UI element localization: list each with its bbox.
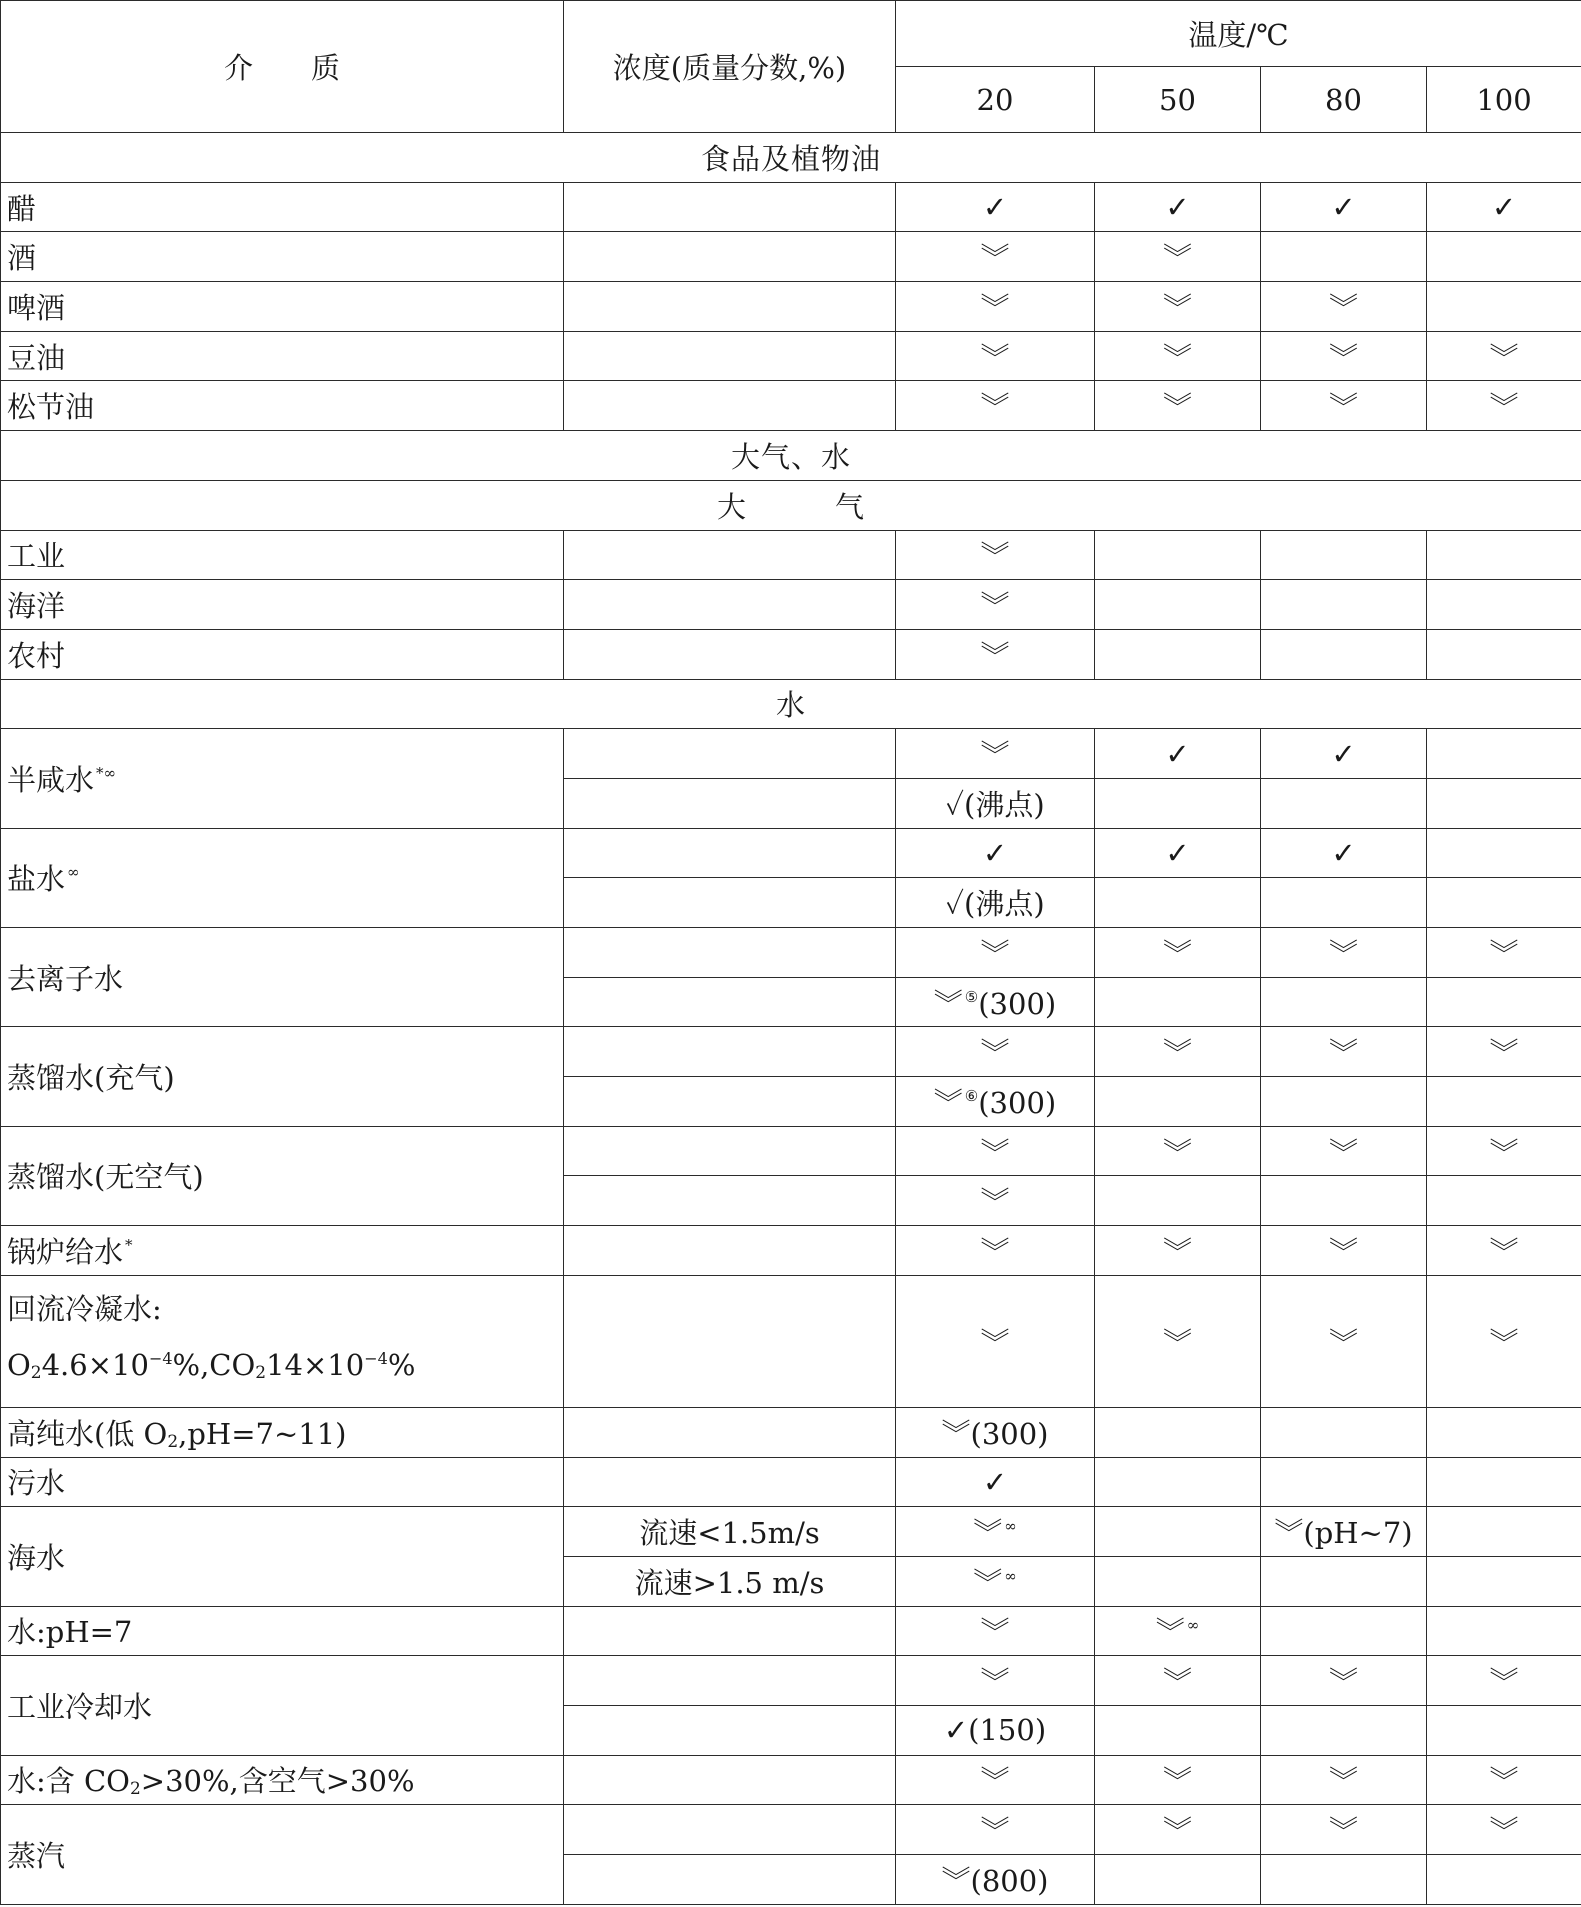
resist-mark: ︾: [1427, 1656, 1581, 1706]
resist-ph-mark: [1261, 1507, 1427, 1557]
empty-cell: [1427, 1556, 1581, 1606]
medium-rural: 农村: [1, 629, 564, 679]
empty-cell: [1261, 1077, 1427, 1127]
resist-mark: ︾: [896, 1656, 1095, 1706]
empty-cell: [1261, 1855, 1427, 1905]
empty-cell: [1427, 580, 1581, 630]
concentration-cell: [564, 1805, 896, 1855]
empty-cell: [1095, 1556, 1261, 1606]
temp-800-note: (800): [970, 1863, 1049, 1898]
concentration-cell: [564, 331, 896, 381]
table-row: [1, 282, 1581, 332]
check-mark: ✓: [943, 1713, 969, 1748]
empty-cell: [1261, 580, 1427, 630]
resist-mark: ︾: [1095, 928, 1261, 978]
medium-industrial-cooling-water: 工业冷却水: [1, 1656, 564, 1755]
medium-distilled-airless: 蒸馏水(无空气): [1, 1126, 564, 1225]
empty-cell: [1427, 282, 1581, 332]
empty-cell: [1095, 1855, 1261, 1905]
resist-mark: ︾: [1095, 1656, 1261, 1706]
resist-mark: ︾: [1095, 282, 1261, 332]
resist-mark: ︾: [896, 1755, 1095, 1805]
resist-mark: ︾: [1427, 331, 1581, 381]
table-row: [1, 1275, 1581, 1407]
table-row: [1, 1027, 1581, 1077]
medium-marine: 海洋: [1, 580, 564, 630]
reflux-val-b: %,CO: [172, 1348, 256, 1383]
check-mark: ✓: [896, 182, 1095, 232]
check-mark: ✓: [1427, 182, 1581, 232]
table-row: [1, 828, 1581, 878]
concentration-cell: [564, 1407, 896, 1457]
check-mark: ✓: [945, 887, 965, 922]
check-mark: ✓: [1261, 182, 1427, 232]
boiling-note: (沸点): [964, 887, 1045, 922]
resist-mark: ︾: [1261, 282, 1427, 332]
reflux-line-2: [7, 1334, 557, 1398]
concentration-cell: [564, 928, 896, 978]
medium-seawater: 海水: [1, 1507, 564, 1606]
reflux-val-a: 4.6×10: [41, 1348, 149, 1383]
table-row: [1, 1507, 1581, 1557]
empty-cell: [1427, 1077, 1581, 1127]
footnote-star: *: [96, 763, 104, 782]
section-atmosphere-water: 大气、水: [1, 431, 1581, 481]
concentration-cell: [564, 1457, 896, 1507]
empty-cell: [1095, 977, 1261, 1027]
table-row: [1, 1755, 1581, 1805]
section-food: 食品及植物油: [1, 133, 1581, 183]
header-temp-100: 100: [1427, 67, 1581, 133]
table-row: [1, 729, 1581, 779]
resist-mark: ︾: [1261, 331, 1427, 381]
empty-cell: [1261, 778, 1427, 828]
seawater-flow-high: 流速>1.5 m/s: [564, 1556, 896, 1606]
resist-300-mark: [896, 1407, 1095, 1457]
resist-mark: ︾: [1427, 928, 1581, 978]
check-boiling-mark: [896, 778, 1095, 828]
concentration-cell: [564, 1755, 896, 1805]
concentration-cell: [564, 1077, 896, 1127]
check-mark: ✓: [1095, 729, 1261, 779]
resist-mark: ︾: [896, 1226, 1095, 1276]
resist-mark: ︾: [896, 1176, 1095, 1226]
empty-cell: [1427, 530, 1581, 580]
empty-cell: [1261, 1176, 1427, 1226]
empty-cell: [1427, 1855, 1581, 1905]
header-temp-20: 20: [896, 67, 1095, 133]
header-temperature: 温度/℃: [896, 1, 1581, 67]
medium-industrial: 工业: [1, 530, 564, 580]
concentration-cell: [564, 828, 896, 878]
table-row: [1, 580, 1581, 630]
section-atmosphere-a: 大: [717, 489, 748, 524]
medium-brine-label: 盐水: [7, 862, 66, 897]
concentration-cell: [564, 1606, 896, 1656]
seawater-flow-low: 流速<1.5m/s: [564, 1507, 896, 1557]
footnote-infinity: ∞: [103, 763, 117, 782]
medium-soy-oil: 豆油: [1, 331, 564, 381]
concentration-cell: [564, 580, 896, 630]
footnote-5: ⑤: [964, 987, 979, 1006]
empty-cell: [1261, 629, 1427, 679]
empty-cell: [1095, 629, 1261, 679]
table-row: [1, 629, 1581, 679]
medium-sewage: 污水: [1, 1457, 564, 1507]
medium-wine: 酒: [1, 232, 564, 282]
table-row: [1, 232, 1581, 282]
empty-cell: [1261, 1705, 1427, 1755]
resist-mark: ︾: [973, 1565, 1003, 1600]
concentration-cell: [564, 530, 896, 580]
resist-mark: ︾: [1095, 1126, 1261, 1176]
empty-cell: [1427, 1606, 1581, 1656]
resist-mark: ︾: [1261, 1126, 1427, 1176]
table-row: [1, 381, 1581, 431]
medium-water-ph7: 水:pH=7: [1, 1606, 564, 1656]
resist-300-mark: [896, 1077, 1095, 1127]
empty-cell: [1261, 1407, 1427, 1457]
resist-mark: ︾: [1095, 1805, 1261, 1855]
medium-boiler-feed: [1, 1226, 564, 1276]
resist-800-mark: [896, 1855, 1095, 1905]
reflux-sub: 2: [30, 1363, 42, 1384]
resist-mark: ︾: [1261, 1275, 1427, 1407]
resist-mark: ︾: [896, 331, 1095, 381]
resist-mark: ︾: [896, 729, 1095, 779]
empty-cell: [1095, 1705, 1261, 1755]
header-temp-80: 80: [1261, 67, 1427, 133]
empty-cell: [1095, 1457, 1261, 1507]
footnote-star: *: [125, 1235, 133, 1254]
concentration-cell: [564, 778, 896, 828]
empty-cell: [1261, 530, 1427, 580]
resist-mark: ︾: [1095, 1275, 1261, 1407]
section-atmosphere: [1, 480, 1581, 530]
resist-mark: ︾: [1427, 1805, 1581, 1855]
medium-beer: 啤酒: [1, 282, 564, 332]
reflux-val-d: %: [387, 1348, 416, 1383]
medium-distilled-aerated: 蒸馏水(充气): [1, 1027, 564, 1126]
footnote-infinity: ∞: [67, 863, 80, 882]
footnote-infinity: ∞: [1186, 1616, 1200, 1635]
empty-cell: [1427, 828, 1581, 878]
concentration-cell: [564, 1855, 896, 1905]
empty-cell: [1261, 1556, 1427, 1606]
reflux-val-c: 14×10: [266, 1348, 365, 1383]
resist-mark: ︾: [973, 1516, 1003, 1551]
resist-mark: ︾: [941, 1863, 971, 1898]
resist-mark: ︾: [896, 1606, 1095, 1656]
temp-300-note: (300): [978, 986, 1057, 1021]
footnote-infinity: ∞: [1004, 1517, 1017, 1536]
concentration-cell: [564, 182, 896, 232]
medium-water-co2-air: [1, 1755, 564, 1805]
medium-brine: [1, 828, 564, 927]
resist-mark: ︾: [1095, 1755, 1261, 1805]
concentration-cell: [564, 1656, 896, 1706]
resist-mark: ︾: [1261, 1656, 1427, 1706]
concentration-cell: [564, 232, 896, 282]
header-concentration: 浓度(质量分数,%): [564, 1, 896, 133]
resist-mark: ︾: [1261, 1755, 1427, 1805]
medium-pine-oil: 松节油: [1, 381, 564, 431]
header-medium: 介 质: [1, 1, 564, 133]
empty-cell: [1261, 232, 1427, 282]
section-atmosphere-b: 气: [835, 489, 866, 524]
medium-brackish-label: 半咸水: [7, 762, 95, 797]
concentration-cell: [564, 1705, 896, 1755]
concentration-cell: [564, 1027, 896, 1077]
empty-cell: [1427, 729, 1581, 779]
empty-cell: [1427, 1407, 1581, 1457]
check-boiling-mark: [896, 878, 1095, 928]
co2-a: 水:含 CO: [7, 1764, 130, 1799]
table-row: [1, 1226, 1581, 1276]
hp-b: ,pH=7~11): [178, 1416, 347, 1451]
table-row: [1, 1457, 1581, 1507]
resist-mark: ︾: [896, 232, 1095, 282]
table-row: [1, 1407, 1581, 1457]
empty-cell: [1095, 1077, 1261, 1127]
table-row: [1, 331, 1581, 381]
medium-reflux-condensate: [1, 1275, 564, 1407]
empty-cell: [1427, 1176, 1581, 1226]
footnote-6: ⑥: [964, 1086, 979, 1105]
resist-mark: ︾: [1261, 1805, 1427, 1855]
resist-mark: ︾: [933, 986, 963, 1021]
footnote-infinity: ∞: [1004, 1566, 1017, 1585]
empty-cell: [1261, 977, 1427, 1027]
resist-mark: ︾: [1427, 381, 1581, 431]
resist-mark: ︾: [1095, 1226, 1261, 1276]
co2-sub: 2: [129, 1779, 141, 1800]
medium-vinegar: 醋: [1, 182, 564, 232]
reflux-sub: 2: [255, 1363, 267, 1384]
empty-cell: [1427, 232, 1581, 282]
empty-cell: [1427, 1507, 1581, 1557]
ph7-note: (pH~7): [1303, 1516, 1413, 1551]
resist-mark: ︾: [896, 928, 1095, 978]
resist-mark: ︾: [941, 1416, 971, 1451]
concentration-cell: [564, 1275, 896, 1407]
resist-mark: ︾: [896, 530, 1095, 580]
table-row: [1, 1606, 1581, 1656]
table-row: [1, 928, 1581, 978]
table-row: [1, 182, 1581, 232]
medium-deionized-water: 去离子水: [1, 928, 564, 1027]
concentration-cell: [564, 629, 896, 679]
empty-cell: [1427, 778, 1581, 828]
resist-mark: ︾: [896, 629, 1095, 679]
reflux-exp: −4: [148, 1349, 173, 1369]
resist-mark: ︾: [1427, 1126, 1581, 1176]
resist-mark: ︾: [1095, 331, 1261, 381]
empty-cell: [1095, 1176, 1261, 1226]
resist-mark: ︾: [1427, 1755, 1581, 1805]
empty-cell: [1095, 580, 1261, 630]
co2-b: >30%,含空气>30%: [140, 1764, 415, 1799]
temp-300-note: (300): [978, 1085, 1057, 1120]
resist-mark: ︾: [933, 1085, 963, 1120]
empty-cell: [1095, 530, 1261, 580]
empty-cell: [1095, 1507, 1261, 1557]
resist-mark: ︾: [1261, 381, 1427, 431]
hp-sub: 2: [167, 1431, 179, 1452]
check-mark: ✓: [1261, 828, 1427, 878]
section-water: 水: [1, 679, 1581, 729]
check-mark: ✓: [896, 1457, 1095, 1507]
empty-cell: [1427, 977, 1581, 1027]
table-row: [1, 1126, 1581, 1176]
resist-inf-mark: [896, 1507, 1095, 1557]
empty-cell: [1427, 1705, 1581, 1755]
table-row: [1, 530, 1581, 580]
resist-inf-mark: [896, 1556, 1095, 1606]
resist-mark: ︾: [896, 580, 1095, 630]
temp-150-note: (150): [968, 1713, 1047, 1748]
empty-cell: [1095, 1407, 1261, 1457]
resist-mark: ︾: [896, 1126, 1095, 1176]
concentration-cell: [564, 878, 896, 928]
check-mark: ✓: [1095, 828, 1261, 878]
resist-300-mark: [896, 977, 1095, 1027]
concentration-cell: [564, 729, 896, 779]
empty-cell: [1261, 878, 1427, 928]
concentration-cell: [564, 1126, 896, 1176]
resist-mark: ︾: [1095, 1027, 1261, 1077]
table-row: [1, 1805, 1581, 1855]
medium-brackish-water: [1, 729, 564, 828]
resist-mark: ︾: [1095, 381, 1261, 431]
header-temp-50: 50: [1095, 67, 1261, 133]
empty-cell: [1427, 878, 1581, 928]
resist-mark: ︾: [1274, 1516, 1304, 1551]
concentration-cell: [564, 977, 896, 1027]
resist-mark: ︾: [1261, 1226, 1427, 1276]
boiling-note: (沸点): [964, 787, 1045, 822]
empty-cell: [1261, 1457, 1427, 1507]
check-mark: ✓: [1095, 182, 1261, 232]
hp-a: 高纯水(低 O: [7, 1416, 168, 1451]
resist-mark: ︾: [896, 282, 1095, 332]
reflux-line-1: 回流冷凝水:: [7, 1292, 162, 1327]
resist-mark: ︾: [896, 381, 1095, 431]
empty-cell: [1427, 1457, 1581, 1507]
medium-boiler-label: 锅炉给水: [7, 1234, 124, 1269]
concentration-cell: [564, 1176, 896, 1226]
resist-mark: ︾: [1427, 1226, 1581, 1276]
medium-high-purity-water: [1, 1407, 564, 1457]
resist-mark: ︾: [1427, 1027, 1581, 1077]
reflux-o: O: [7, 1348, 31, 1383]
concentration-cell: [564, 1226, 896, 1276]
resist-mark: ︾: [1261, 1027, 1427, 1077]
temp-300-note: (300): [970, 1416, 1049, 1451]
resist-mark: ︾: [896, 1275, 1095, 1407]
resist-mark: ︾: [896, 1805, 1095, 1855]
concentration-cell: [564, 381, 896, 431]
check-150-mark: [896, 1705, 1095, 1755]
empty-cell: [1427, 629, 1581, 679]
resist-inf-mark: [1095, 1606, 1261, 1656]
resist-mark: ︾: [1427, 1275, 1581, 1407]
resist-mark: ︾: [896, 1027, 1095, 1077]
reflux-exp: −4: [364, 1349, 388, 1369]
resist-mark: ︾: [1261, 928, 1427, 978]
concentration-cell: [564, 282, 896, 332]
check-mark: ✓: [1261, 729, 1427, 779]
check-mark: ✓: [945, 787, 965, 822]
resist-mark: ︾: [1095, 232, 1261, 282]
resist-mark: ︾: [1155, 1615, 1185, 1650]
medium-steam: 蒸汽: [1, 1805, 564, 1904]
check-mark: ✓: [896, 828, 1095, 878]
empty-cell: [1095, 778, 1261, 828]
table-row: [1, 1656, 1581, 1706]
empty-cell: [1095, 878, 1261, 928]
empty-cell: [1261, 1606, 1427, 1656]
